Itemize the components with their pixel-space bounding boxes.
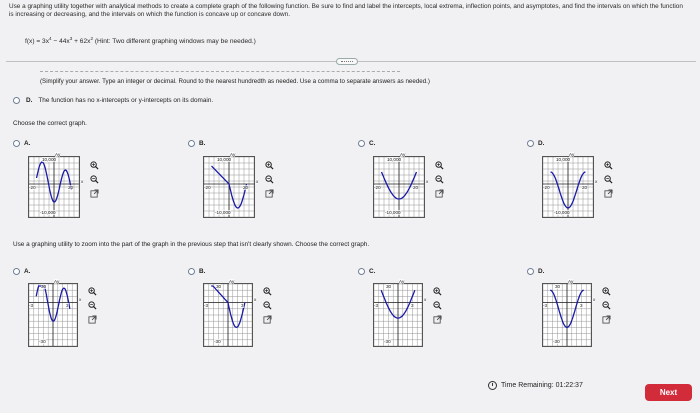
exponent-3: 3: [69, 36, 73, 41]
external-link-icon[interactable]: [263, 315, 272, 324]
exponent-4: 4: [49, 36, 52, 41]
option-label[interactable]: [13, 140, 30, 147]
function-term-1: f(x) = 3x: [25, 38, 49, 45]
y-min-label: -10,000: [215, 210, 231, 215]
x-axis-label: x: [256, 178, 259, 184]
x-max-label: 20: [582, 184, 588, 190]
x-max-label: 20: [243, 184, 249, 190]
function-term-2: − 44x: [51, 38, 70, 45]
option-d-text: The function has no x-intercepts or y-intercepts on its domain.: [38, 97, 214, 104]
radio-option-d-intercepts[interactable]: [13, 97, 20, 104]
external-link-icon[interactable]: [604, 189, 613, 198]
zoom-in-icon[interactable]: [435, 161, 444, 170]
option-label[interactable]: [358, 140, 375, 147]
x-min-label: -3: [543, 303, 548, 309]
zoom-out-icon[interactable]: [265, 175, 274, 184]
graph-image: [203, 283, 253, 347]
zoom-prompt: Use a graphing utility to zoom into the part of the graph in the previous step that isn't clearly shown. Choose the correct graph.: [13, 241, 370, 248]
option-label[interactable]: [13, 268, 30, 275]
option-label[interactable]: [358, 268, 375, 275]
y-max-label: 10,000: [387, 157, 402, 162]
y-max-label: 10,000: [42, 157, 57, 162]
graph-tools: [265, 161, 274, 198]
x-min-label: -20: [543, 184, 550, 190]
zoom-out-icon[interactable]: [435, 175, 444, 184]
external-link-icon[interactable]: [90, 189, 99, 198]
zoom-in-icon[interactable]: [602, 287, 611, 296]
graph-tools: [602, 287, 611, 324]
graph-image: [542, 283, 592, 347]
graph-option-b[interactable]: [188, 140, 259, 215]
zoom-out-icon[interactable]: [88, 301, 97, 310]
zoom-in-icon[interactable]: [90, 161, 99, 170]
choose-graph-prompt: Choose the correct graph.: [13, 120, 87, 127]
zoom-out-icon[interactable]: [602, 301, 611, 310]
y-max-label: 30: [555, 284, 561, 289]
radio-button[interactable]: [13, 268, 20, 275]
y-axis-label: Ay: [569, 152, 575, 157]
radio-button[interactable]: [527, 268, 534, 275]
graph-option-c[interactable]: [358, 140, 429, 215]
x-axis-label: x: [426, 178, 429, 184]
time-remaining: [488, 381, 583, 390]
option-d-intercepts[interactable]: [13, 97, 213, 104]
x-min-label: -3: [374, 303, 379, 309]
y-axis-label: Ay: [230, 152, 236, 157]
radio-button[interactable]: [13, 140, 20, 147]
graph-tools: [88, 287, 97, 324]
x-axis-label: x: [81, 178, 84, 184]
external-link-icon[interactable]: [433, 315, 442, 324]
graph-tools: [263, 287, 272, 324]
x-max-label: 3: [66, 303, 69, 309]
y-axis-label: Ay: [229, 279, 235, 284]
radio-button[interactable]: [358, 140, 365, 147]
option-letter: D.: [538, 268, 545, 275]
zoom-in-icon[interactable]: [433, 287, 442, 296]
zoom-out-icon[interactable]: [90, 175, 99, 184]
option-label[interactable]: [188, 268, 205, 275]
zoom-out-icon[interactable]: [433, 301, 442, 310]
option-letter: D.: [538, 140, 545, 147]
simplify-note: (Simplify your answer. Type an integer or decimal. Round to the nearest hundredth as needed. Use a comma to separate answers as needed.): [40, 78, 430, 85]
radio-button[interactable]: [527, 140, 534, 147]
next-button[interactable]: Next: [645, 384, 692, 401]
x-max-label: 3: [580, 303, 583, 309]
option-letter: C.: [369, 140, 376, 147]
y-min-label: -30: [553, 339, 560, 344]
cut-off-text: [40, 71, 400, 72]
x-max-label: 3: [241, 303, 244, 309]
graph-tools: [604, 161, 613, 198]
option-letter: C.: [369, 268, 376, 275]
y-axis-label: Ay: [55, 152, 61, 157]
x-axis-label: x: [593, 297, 596, 303]
y-axis-label: Ay: [568, 279, 574, 284]
y-min-label: -30: [39, 339, 46, 344]
y-min-label: -10,000: [40, 210, 56, 215]
timer-text: Time Remaining: 01:22:37: [501, 382, 583, 389]
y-max-label: 10,000: [556, 157, 571, 162]
y-max-label: 30: [386, 284, 392, 289]
expand-handle[interactable]: [336, 58, 358, 65]
x-min-label: -3: [29, 303, 34, 309]
x-min-label: -20: [204, 184, 211, 190]
y-min-label: -30: [384, 339, 391, 344]
graph-image: [28, 283, 78, 347]
x-axis-label: x: [595, 178, 598, 184]
graph-tools: [90, 161, 99, 198]
external-link-icon[interactable]: [88, 315, 97, 324]
exponent-2: 2: [90, 36, 93, 41]
zoom-in-icon[interactable]: [604, 161, 613, 170]
external-link-icon[interactable]: [602, 315, 611, 324]
x-min-label: -3: [204, 303, 209, 309]
y-max-label: 30: [41, 284, 47, 289]
function-expression: [25, 36, 256, 45]
radio-button[interactable]: [358, 268, 365, 275]
graph-image: [373, 283, 423, 347]
zoom-out-icon[interactable]: [263, 301, 272, 310]
zoom-graph-option-a[interactable]: [13, 268, 82, 344]
zoom-out-icon[interactable]: [604, 175, 613, 184]
external-link-icon[interactable]: [265, 189, 274, 198]
x-max-label: 20: [68, 184, 74, 190]
x-max-label: 20: [413, 184, 419, 190]
y-min-label: -10,000: [554, 210, 570, 215]
option-letter: A.: [24, 268, 31, 275]
external-link-icon[interactable]: [435, 189, 444, 198]
x-axis-label: x: [79, 297, 82, 303]
x-min-label: -20: [29, 184, 36, 190]
function-term-3: + 62x: [72, 38, 91, 45]
radio-button[interactable]: [188, 140, 195, 147]
option-label[interactable]: [188, 140, 205, 147]
graph-tools: [433, 287, 442, 324]
zoom-graph-option-b[interactable]: [188, 268, 257, 344]
option-label[interactable]: [527, 268, 544, 275]
graph-option-d[interactable]: [527, 140, 598, 215]
radio-button[interactable]: [188, 268, 195, 275]
graph-tools: [435, 161, 444, 198]
zoom-in-icon[interactable]: [88, 287, 97, 296]
option-d-letter: D.: [26, 97, 33, 104]
y-max-label: 10,000: [217, 157, 232, 162]
x-axis-label: x: [424, 297, 427, 303]
zoom-in-icon[interactable]: [263, 287, 272, 296]
option-letter: A.: [24, 140, 31, 147]
function-hint: (Hint: Two different graphing windows may be needed.): [93, 38, 256, 45]
graph-option-a[interactable]: [13, 140, 84, 215]
y-min-label: -30: [214, 339, 221, 344]
zoom-in-icon[interactable]: [265, 161, 274, 170]
y-axis-label: Ay: [54, 279, 60, 284]
option-letter: B.: [199, 268, 206, 275]
y-axis-label: Ay: [399, 279, 405, 284]
clock-icon: [488, 381, 497, 390]
option-label[interactable]: [527, 140, 544, 147]
question-instructions: Use a graphing utility together with analytical methods to create a complete graph of the following function. Be sure to find and label the intercepts, local extrema, inflection points, and asymptotes, and find the intervals on which the function is increasing or decreasing, and the intervals on which the function is concave up or concave down.: [9, 3, 683, 18]
x-axis-label: x: [254, 297, 257, 303]
y-min-label: -10,000: [385, 210, 401, 215]
y-axis-label: Ay: [400, 152, 406, 157]
x-max-label: 3: [411, 303, 414, 309]
x-min-label: -20: [374, 184, 381, 190]
y-max-label: 30: [216, 284, 222, 289]
zoom-graph-option-d[interactable]: [527, 268, 596, 344]
option-letter: B.: [199, 140, 206, 147]
zoom-graph-option-c[interactable]: [358, 268, 427, 344]
